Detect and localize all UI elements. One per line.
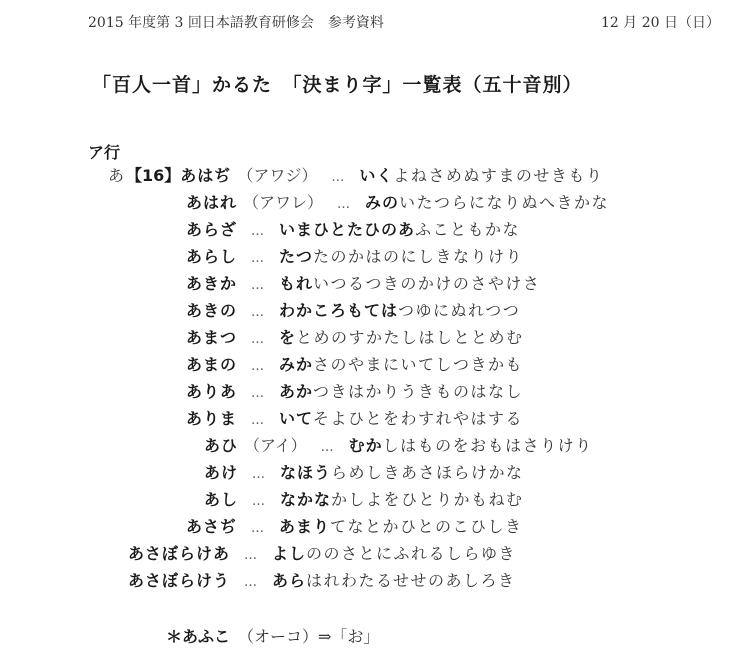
row-lower-rest: ののさとにふれるしらゆき xyxy=(306,544,517,563)
row-lower-kimariji: いまひとたひのあ xyxy=(279,220,416,239)
row-separator: … xyxy=(251,332,266,347)
row-lower-kimariji: もれ xyxy=(279,274,314,293)
row-separator: … xyxy=(251,251,266,266)
row-key: あけ xyxy=(204,463,239,482)
list-item xyxy=(128,568,516,594)
list-item xyxy=(204,487,524,513)
row-lower-rest: とめのすかたしはしととめむ xyxy=(296,328,524,347)
row-lower-rest: そよひとをわすれやはする xyxy=(313,409,524,428)
row-key: あひ xyxy=(204,436,239,455)
list-item xyxy=(204,460,524,486)
section-heading: ア行 xyxy=(88,143,121,162)
row-lower-kimariji: むか xyxy=(348,436,383,455)
row-key: あさぢ xyxy=(186,517,238,536)
list-item xyxy=(186,298,520,324)
row-lower-kimariji: を xyxy=(279,328,297,347)
row-separator: … xyxy=(320,440,335,455)
row-count: 【16】 xyxy=(126,166,181,185)
row-key: あさぼらけう xyxy=(128,571,231,590)
list-item xyxy=(108,163,603,189)
row-key: あさぼらけあ xyxy=(128,544,231,563)
row-separator: … xyxy=(252,467,267,482)
row-lower-rest: いたつらになりぬへきかな xyxy=(399,193,610,212)
header-date: 12 月 20 日（日） xyxy=(601,15,720,31)
row-kana-lead: あ xyxy=(108,166,125,185)
row-lower-rest: たのかはのにしきなりけり xyxy=(313,247,524,266)
row-lower-rest: ふこともかな xyxy=(415,220,521,239)
list-item xyxy=(186,379,523,405)
row-lower-rest: はれわたるせせのあしろき xyxy=(306,571,516,590)
row-separator: … xyxy=(251,224,266,239)
list-item xyxy=(186,190,609,216)
row-separator: … xyxy=(331,170,346,185)
row-lower-kimariji: たつ xyxy=(279,247,314,266)
row-lower-rest: てなとかひとのこひしき xyxy=(330,517,523,536)
row-lower-rest: いつるつきのかけのさやけさ xyxy=(313,274,541,293)
header-left: 2015 年度第 3 回日本語教育研修会 参考資料 xyxy=(88,15,384,31)
row-separator: … xyxy=(251,413,266,428)
row-reading: （アワレ） xyxy=(243,193,324,212)
row-separator: … xyxy=(244,548,259,563)
row-lower-rest: つきはかりうきものはなし xyxy=(313,382,524,401)
row-key: あはれ xyxy=(186,193,238,212)
row-separator: … xyxy=(251,305,266,320)
row-lower-kimariji: なかな xyxy=(280,490,332,509)
row-lower-kimariji: わかころもては xyxy=(279,301,399,320)
row-key: あまつ xyxy=(186,328,238,347)
row-lower-kimariji: みの xyxy=(365,193,400,212)
row-key: あきか xyxy=(186,274,238,293)
row-lower-kimariji: あか xyxy=(279,382,314,401)
list-item xyxy=(128,541,516,567)
list-item xyxy=(186,244,523,270)
row-lower-rest: よねさめぬすまのせきもり xyxy=(393,166,604,185)
row-lower-rest: らめしきあさほらけかな xyxy=(331,463,524,482)
row-key: あらざ xyxy=(186,220,238,239)
list-item xyxy=(186,352,523,378)
row-separator: … xyxy=(244,575,259,590)
row-lower-rest: しはものをおもはさりけり xyxy=(382,436,593,455)
footnote-text: （オーコ）⇒「お」 xyxy=(238,627,380,646)
row-key: ありま xyxy=(186,409,238,428)
list-item xyxy=(186,325,524,351)
row-lower-kimariji: なほう xyxy=(280,463,332,482)
row-lower-rest: つゆにぬれつつ xyxy=(398,301,521,320)
row-key: あし xyxy=(204,490,239,509)
list-item xyxy=(186,271,540,297)
row-separator: … xyxy=(337,197,352,212)
row-reading: （アワジ） xyxy=(237,166,318,185)
row-separator: … xyxy=(251,386,266,401)
row-lower-kimariji: よし xyxy=(272,544,307,563)
list-item xyxy=(186,406,523,432)
list-item xyxy=(186,514,523,540)
row-key: あきの xyxy=(186,301,238,320)
footnote xyxy=(166,624,379,647)
list-item xyxy=(204,433,593,459)
row-lower-kimariji: あら xyxy=(272,571,307,590)
row-lower-kimariji: いて xyxy=(279,409,314,428)
row-key: あはぢ xyxy=(180,166,232,185)
row-lower-rest: さのやまにいてしつきかも xyxy=(313,355,524,374)
row-lower-kimariji: あまり xyxy=(279,517,331,536)
row-lower-kimariji: いく xyxy=(359,166,394,185)
page-title: 「百人一首」かるた 「決まり字」一覧表（五十音別） xyxy=(92,74,583,96)
row-lower-rest: かしよをひとりかもねむ xyxy=(331,490,524,509)
row-key: あらし xyxy=(186,247,238,266)
row-key: あまの xyxy=(186,355,238,374)
row-separator: … xyxy=(251,521,266,536)
list-item xyxy=(186,217,520,243)
row-separator: … xyxy=(252,494,267,509)
row-lower-kimariji: みか xyxy=(279,355,314,374)
footnote-key: ＊あふこ xyxy=(166,627,231,646)
row-separator: … xyxy=(251,278,266,293)
row-key: ありあ xyxy=(186,382,238,401)
row-reading: （アイ） xyxy=(244,436,307,455)
row-separator: … xyxy=(251,359,266,374)
